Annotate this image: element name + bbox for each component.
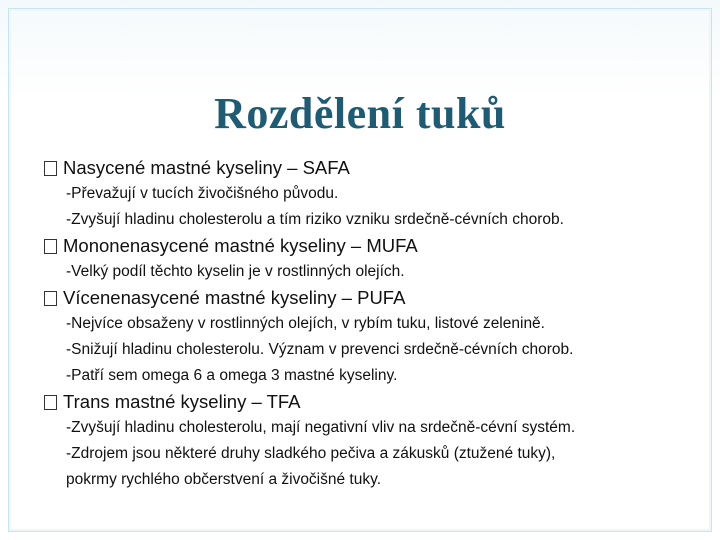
slide-title: Rozdělení tuků [214, 89, 506, 138]
section-heading: Trans mastné kyseliny – TFA [63, 391, 301, 412]
section-pufa [44, 285, 690, 389]
section-line: -Patří sem omega 6 a omega 3 mastné kyseliny. [66, 367, 398, 384]
section-line: pokrmy rychlého občerstvení a živočišné tuky. [66, 471, 382, 488]
section-line: -Zvyšují hladinu cholesterolu a tím riziko vzniku srdečně-cévních chorob. [66, 211, 564, 228]
bullet-box-icon [44, 395, 57, 410]
section-line: -Zdrojem jsou některé druhy sladkého pečiva a zákusků (ztužené tuky), [66, 445, 556, 462]
section-line: -Nejvíce obsaženy v rostlinných olejích, v rybím tuku, listové zelenině. [66, 315, 545, 332]
section-line: -Velký podíl těchto kyselin je v rostlinných olejích. [66, 263, 405, 280]
section-tfa [44, 389, 690, 493]
bullet-box-icon [44, 161, 57, 176]
section-heading: Nasycené mastné kyseliny – SAFA [63, 157, 350, 178]
section-heading: Mononenasycené mastné kyseliny – MUFA [63, 235, 418, 256]
section-heading: Vícenenasycené mastné kyseliny – PUFA [63, 287, 406, 308]
slide-content [44, 155, 690, 493]
section-line: -Snižují hladinu cholesterolu. Význam v prevenci srdečně-cévních chorob. [66, 341, 574, 358]
section-line: -Převažují v tucích živočišného původu. [66, 185, 339, 202]
section-safa [44, 155, 690, 233]
bullet-box-icon [44, 239, 57, 254]
section-mufa [44, 233, 690, 285]
section-line: -Zvyšují hladinu cholesterolu, mají negativní vliv na srdečně-cévní systém. [66, 419, 576, 436]
bullet-box-icon [44, 291, 57, 306]
